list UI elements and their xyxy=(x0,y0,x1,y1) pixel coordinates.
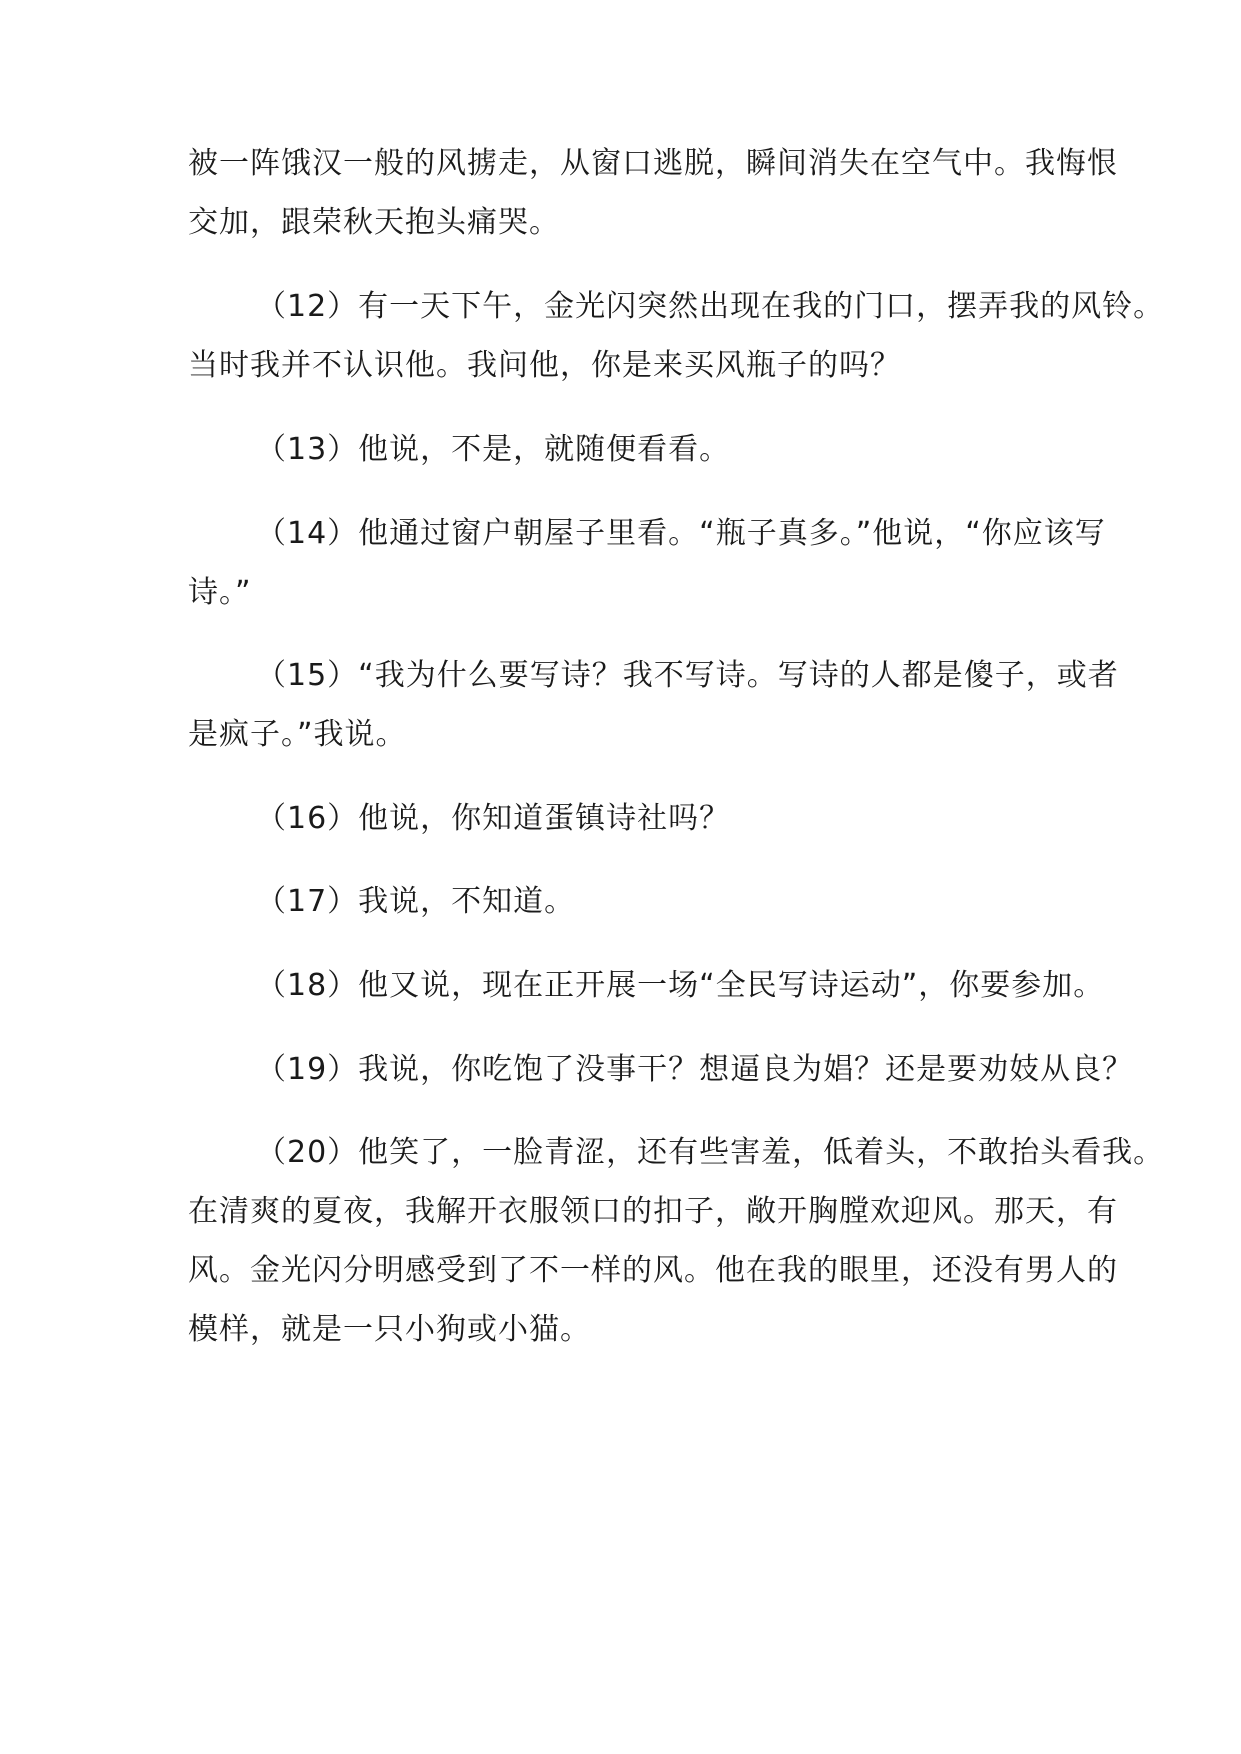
paragraph-line: （17）我说，不知道。 xyxy=(256,884,576,919)
paragraph-line: （18）他又说，现在正开展一场“全民写诗运动”，你要参加。 xyxy=(256,968,1105,1003)
paragraph-line: 被一阵饿汉一般的风掳走，从窗口逃脱，瞬间消失在空气中。我悔恨 xyxy=(188,146,1118,181)
paragraph-line: （12）有一天下午，金光闪突然出现在我的门口，摆弄我的风铃。 xyxy=(256,289,1165,324)
paragraph-line: 交加，跟荣秋天抱头痛哭。 xyxy=(188,205,560,240)
paragraph-line: （20）他笑了，一脸青涩，还有些害羞，低着头，不敢抬头看我。 xyxy=(256,1135,1165,1170)
paragraph-line: （13）他说，不是，就随便看看。 xyxy=(256,432,731,467)
paragraph-line: 模样，就是一只小狗或小猫。 xyxy=(188,1312,591,1347)
paragraph-line: （16）他说，你知道蛋镇诗社吗？ xyxy=(256,801,731,836)
paragraph-line: 诗。” xyxy=(188,575,252,610)
paragraph-line: 风。金光闪分明感受到了不一样的风。他在我的眼里，还没有男人的 xyxy=(188,1253,1118,1288)
paragraph-line: 在清爽的夏夜，我解开衣服领口的扣子，敞开胸膛欢迎风。那天，有 xyxy=(188,1194,1118,1229)
paragraph-line: （19）我说，你吃饱了没事干？想逼良为娼？还是要劝妓从良？ xyxy=(256,1052,1134,1087)
paragraph-line: （15）“我为什么要写诗？我不写诗。写诗的人都是傻子，或者 xyxy=(256,658,1119,693)
paragraph-line: （14）他通过窗户朝屋子里看。“瓶子真多。”他说，“你应该写 xyxy=(256,516,1106,551)
paragraph-line: 当时我并不认识他。我问他，你是来买风瓶子的吗？ xyxy=(188,348,901,383)
paragraph-line: 是疯子。”我说。 xyxy=(188,717,407,752)
